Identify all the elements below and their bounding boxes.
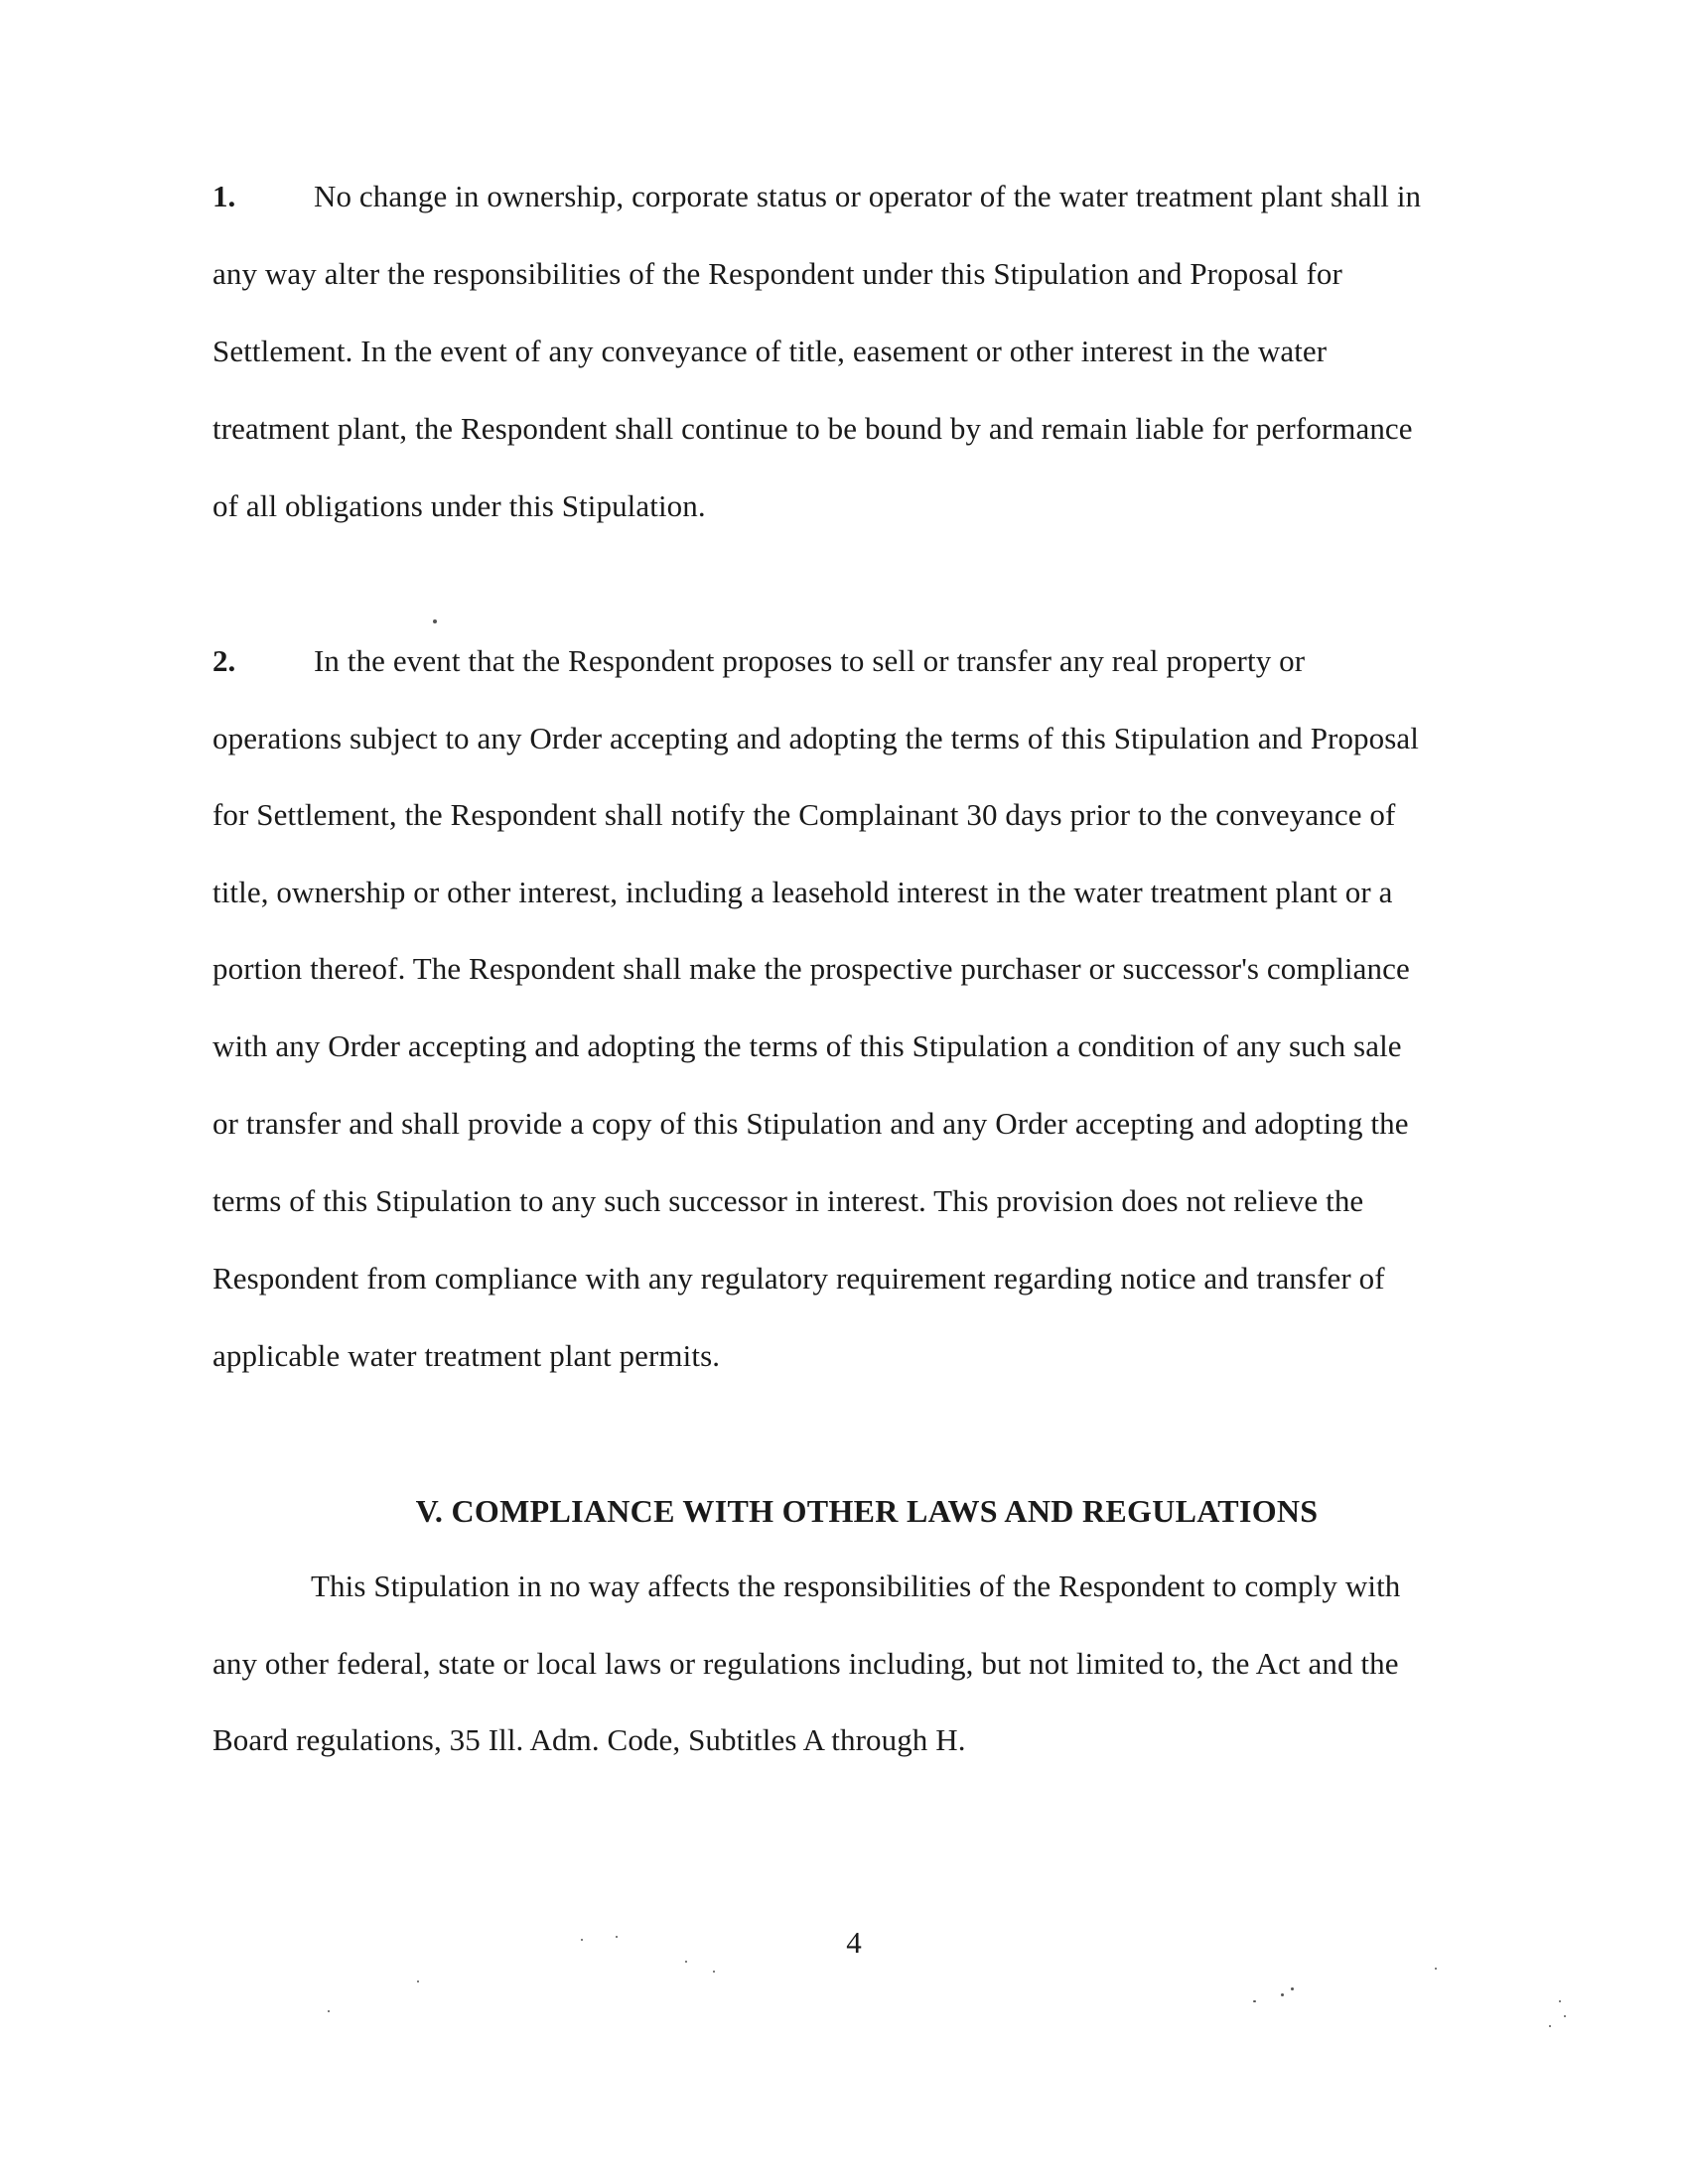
paragraph-number: 1. bbox=[212, 179, 236, 213]
scan-speck bbox=[1435, 1968, 1437, 1970]
paragraph-line: No change in ownership, corporate status or operator of the water treatment plant shall in bbox=[314, 179, 1422, 213]
scan-speck bbox=[685, 1961, 687, 1963]
paragraph-line: Respondent from compliance with any regulatory requirement regarding notice and transfer of bbox=[212, 1261, 1385, 1296]
paragraph-line: or transfer and shall provide a copy of this Stipulation and any Order accepting and adopting the bbox=[212, 1106, 1409, 1141]
scan-speck bbox=[616, 1936, 618, 1938]
scan-speck bbox=[1253, 2000, 1256, 2002]
paragraph-line: Settlement. In the event of any conveyance of title, easement or other interest in the water bbox=[212, 334, 1328, 368]
paragraph-line: In the event that the Respondent proposes to sell or transfer any real property or bbox=[314, 643, 1306, 678]
scan-speck bbox=[1549, 2025, 1551, 2027]
paragraph-line: with any Order accepting and adopting the terms of this Stipulation a condition of any such sale bbox=[212, 1028, 1402, 1063]
section-line: This Stipulation in no way affects the responsibilities of the Respondent to comply with bbox=[311, 1569, 1401, 1603]
paragraph-number: 2. bbox=[212, 643, 236, 678]
scan-speck bbox=[1564, 2015, 1566, 2017]
paragraph-line: operations subject to any Order accepting and adopting the terms of this Stipulation and Proposal bbox=[212, 721, 1419, 755]
paragraph-line: title, ownership or other interest, including a leasehold interest in the water treatment plant or a bbox=[212, 875, 1393, 909]
scan-speck bbox=[417, 1980, 419, 1982]
scan-speck bbox=[1291, 1987, 1294, 1990]
scan-speck bbox=[581, 1939, 583, 1941]
scan-speck bbox=[328, 2010, 330, 2012]
paragraph-line: portion thereof. The Respondent shall make the prospective purchaser or successor's compliance bbox=[212, 951, 1410, 986]
section-line: Board regulations, 35 Ill. Adm. Code, Subtitles A through H. bbox=[212, 1722, 966, 1757]
section-heading: V. COMPLIANCE WITH OTHER LAWS AND REGULATIONS bbox=[415, 1493, 1319, 1529]
scan-speck bbox=[713, 1971, 715, 1973]
paragraph-line: any way alter the responsibilities of the Respondent under this Stipulation and Proposal for bbox=[212, 256, 1342, 291]
paragraph-line: of all obligations under this Stipulation. bbox=[212, 488, 706, 523]
paragraph-line: applicable water treatment plant permits. bbox=[212, 1338, 721, 1373]
page-number: 4 bbox=[846, 1925, 862, 1960]
paragraph-line: treatment plant, the Respondent shall continue to be bound by and remain liable for performance bbox=[212, 411, 1413, 446]
section-line: any other federal, state or local laws or regulations including, but not limited to, the Act and the bbox=[212, 1646, 1399, 1681]
paragraph-line: terms of this Stipulation to any such successor in interest. This provision does not relieve the bbox=[212, 1183, 1364, 1218]
paragraph-line: for Settlement, the Respondent shall notify the Complainant 30 days prior to the conveyance of bbox=[212, 797, 1396, 832]
scan-speck bbox=[1559, 2000, 1561, 2002]
scan-speck bbox=[433, 619, 437, 623]
scan-speck bbox=[1281, 1993, 1284, 1996]
